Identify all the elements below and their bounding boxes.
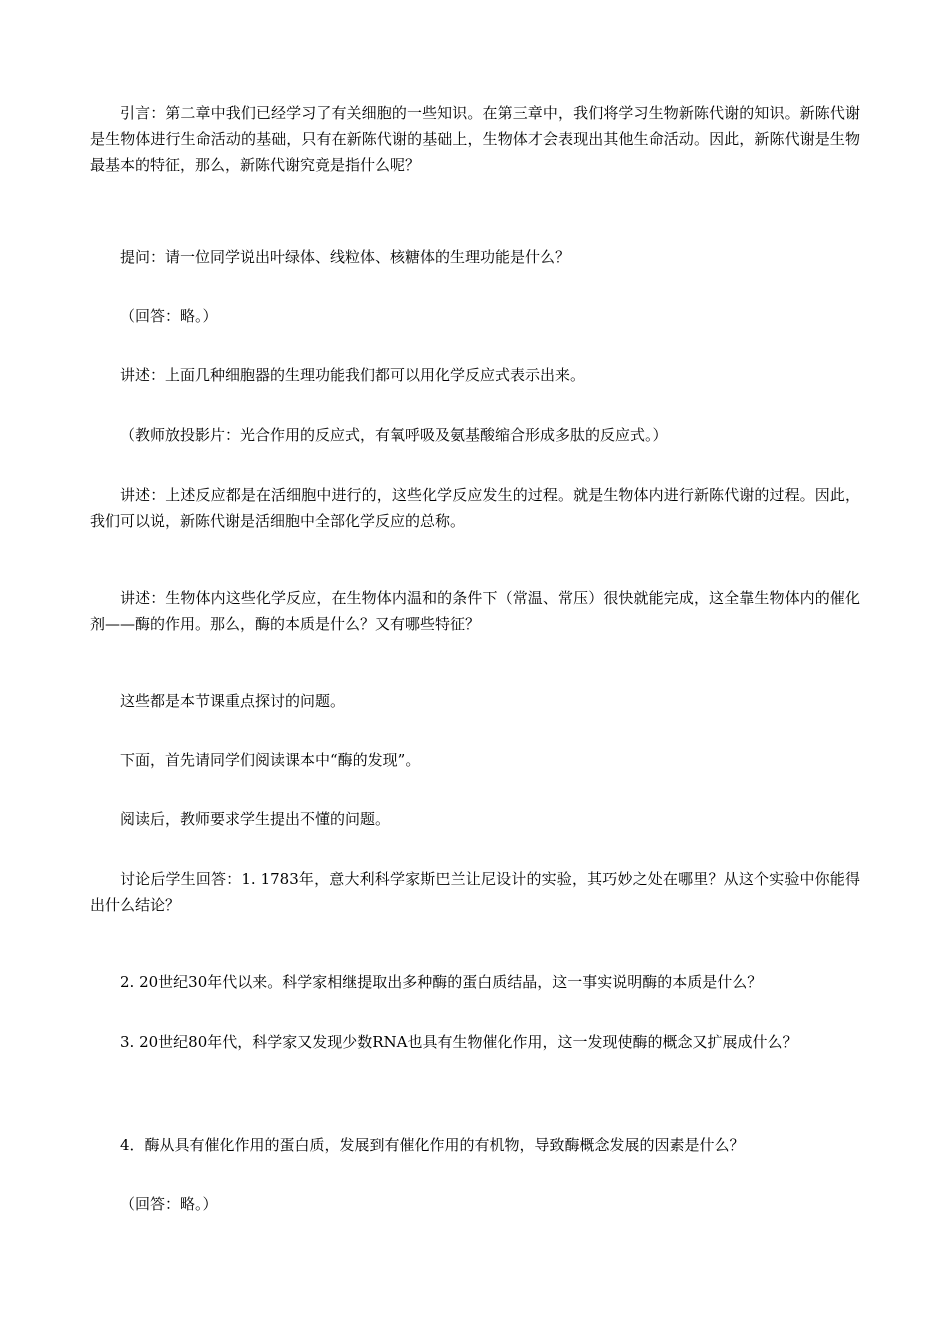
paragraph-narration-reactions: 讲述：上面几种细胞器的生理功能我们都可以用化学反应式表示出来。	[120, 366, 586, 384]
paragraph-student-answer-1: 讨论后学生回答：1. 1783年，意大利科学家斯巴兰让尼设计的实验，其巧妙之处在哪里？从这个实验中你能得出什么结论？	[90, 870, 860, 914]
paragraph-answer-omitted-1: （回答：略。）	[120, 307, 218, 325]
paragraph-key-questions: 这些都是本节课重点探讨的问题。	[120, 692, 346, 710]
paragraph-reading-instruction: 下面，首先请同学们阅读课本中“酶的发现”。	[120, 751, 421, 769]
paragraph-answer-omitted-2: （回答：略。）	[120, 1195, 218, 1213]
paragraph-question-3: 3. 20世纪80年代，科学家又发现少数RNA也具有生物催化作用，这一发现使酶的概念又扩展成什么？	[120, 1033, 798, 1051]
paragraph-after-reading: 阅读后，教师要求学生提出不懂的问题。	[120, 810, 391, 828]
paragraph-introduction: 引言：第二章中我们已经学习了有关细胞的一些知识。在第三章中，我们将学习生物新陈代谢的知识。新陈代谢是生物体进行生命活动的基础，只有在新陈代谢的基础上，生物体才会表现出其他生命活动。因此，新陈代谢是生物最基本的特征，那么，新陈代谢究竟是指什么呢？	[90, 104, 860, 174]
paragraph-question-organelles: 提问：请一位同学说出叶绿体、线粒体、核糖体的生理功能是什么？	[120, 248, 571, 266]
paragraph-question-4: 4．酶从具有催化作用的蛋白质，发展到有催化作用的有机物，导致酶概念发展的因素是什么？	[120, 1136, 745, 1154]
paragraph-narration-enzymes: 讲述：生物体内这些化学反应，在生物体内温和的条件下（常温、常压）很快就能完成，这全靠生物体内的催化剂——酶的作用。那么，酶的本质是什么？又有哪些特征？	[90, 589, 860, 633]
paragraph-narration-metabolism: 讲述：上述反应都是在活细胞中进行的，这些化学反应发生的过程。就是生物体内进行新陈代谢的过程。因此，我们可以说，新陈代谢是活细胞中全部化学反应的总称。	[90, 486, 860, 530]
paragraph-teacher-slide: （教师放投影片：光合作用的反应式，有氧呼吸及氨基酸缩合形成多肽的反应式。）	[120, 426, 668, 444]
paragraph-question-2: 2. 20世纪30年代以来。科学家相继提取出多种酶的蛋白质结晶，这一事实说明酶的本质是什么？	[120, 973, 763, 991]
